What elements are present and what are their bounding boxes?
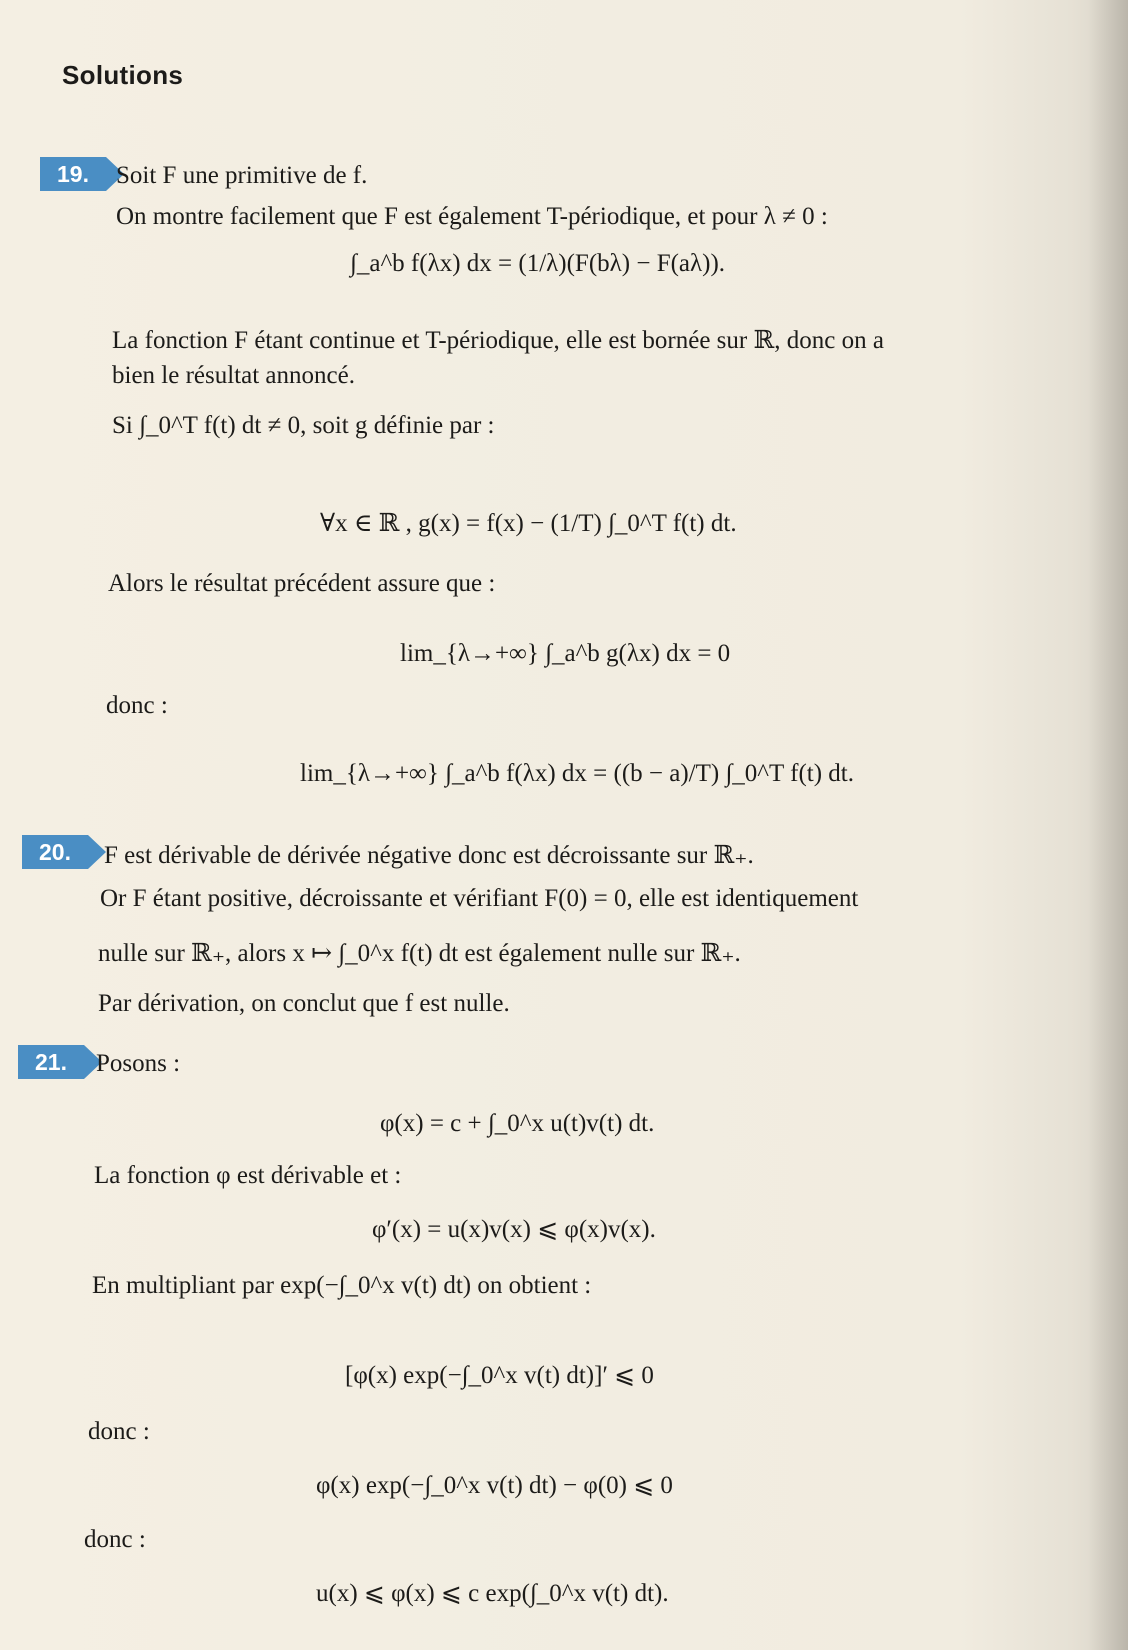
ex19-line-1: Soit F une primitive de f. bbox=[116, 162, 368, 189]
ex20-line-2: Or F étant positive, décroissante et vérifiant F(0) = 0, elle est identiquement bbox=[100, 885, 859, 912]
page-edge-shadow bbox=[1088, 0, 1128, 1650]
ex21-equation-5: u(x) ⩽ φ(x) ⩽ c exp(∫_0^x v(t) dt). bbox=[316, 1580, 669, 1607]
ex19-line-6: Alors le résultat précédent assure que : bbox=[108, 570, 496, 597]
ex19-equation-2: ∀x ∈ ℝ , g(x) = f(x) − (1/T) ∫_0^T f(t) dt. bbox=[320, 510, 737, 537]
ex19-line-5: Si ∫_0^T f(t) dt ≠ 0, soit g définie par : bbox=[112, 412, 495, 439]
ex21-line-5: donc : bbox=[84, 1526, 146, 1553]
ex19-line-4: bien le résultat annoncé. bbox=[112, 362, 355, 389]
exercise-number: 20. bbox=[22, 835, 88, 869]
page-header: Solutions bbox=[62, 60, 184, 90]
ex20-line-1: F est dérivable de dérivée négative donc est décroissante sur ℝ₊. bbox=[104, 842, 754, 869]
exercise-number: 21. bbox=[18, 1045, 84, 1079]
exercise-19-badge bbox=[40, 157, 128, 191]
ex19-equation-3: lim_{λ→+∞} ∫_a^b g(λx) dx = 0 bbox=[400, 640, 731, 667]
exercise-20-badge bbox=[22, 835, 110, 869]
ex19-line-7: donc : bbox=[106, 692, 168, 719]
ex19-line-3: La fonction F étant continue et T-périodique, elle est bornée sur ℝ, donc on a bbox=[112, 327, 884, 354]
ex19-line-2: On montre facilement que F est également T-périodique, et pour λ ≠ 0 : bbox=[116, 203, 828, 230]
ex21-line-4: donc : bbox=[88, 1418, 150, 1445]
ex19-equation-1: ∫_a^b f(λx) dx = (1/λ)(F(bλ) − F(aλ)). bbox=[350, 250, 726, 277]
ex19-equation-4: lim_{λ→+∞} ∫_a^b f(λx) dx = ((b − a)/T) ∫_0^T f(t) dt. bbox=[300, 760, 854, 787]
ex21-equation-3: [φ(x) exp(−∫_0^x v(t) dt)]′ ⩽ 0 bbox=[345, 1362, 654, 1389]
ex21-line-3: En multipliant par exp(−∫_0^x v(t) dt) on obtient : bbox=[92, 1272, 592, 1299]
ex20-line-4: Par dérivation, on conclut que f est nulle. bbox=[98, 990, 510, 1017]
ex21-line-1: Posons : bbox=[96, 1050, 181, 1077]
ex21-equation-1: φ(x) = c + ∫_0^x u(t)v(t) dt. bbox=[380, 1110, 655, 1137]
ex21-line-2: La fonction φ est dérivable et : bbox=[94, 1162, 402, 1189]
exercise-21-badge bbox=[18, 1045, 106, 1079]
exercise-number: 19. bbox=[40, 157, 106, 191]
ex21-equation-4: φ(x) exp(−∫_0^x v(t) dt) − φ(0) ⩽ 0 bbox=[316, 1472, 673, 1499]
ex21-equation-2: φ′(x) = u(x)v(x) ⩽ φ(x)v(x). bbox=[372, 1216, 656, 1243]
ex20-line-3: nulle sur ℝ₊, alors x ↦ ∫_0^x f(t) dt est également nulle sur ℝ₊. bbox=[98, 940, 741, 967]
